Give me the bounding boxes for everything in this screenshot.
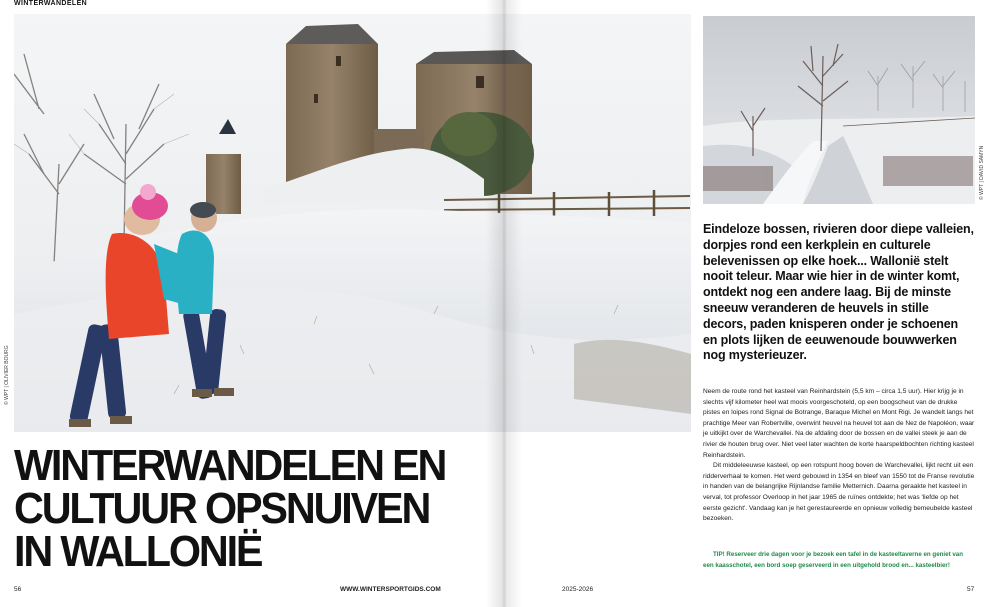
photo-credit-side: © WPT | DAVID SAMYN (979, 145, 985, 200)
body-paragraph-1: Neem de route rond het kasteel van Reinhardstein (5,5 km – circa 1,5 uur). Hier krijg je in slechts vijf kilometer heel wat moois voorgeschoteld, op een boogscheut van de drukke pistes en loipes rond Signal de Botrange, Baraque Michel en Mont Rigi. Je wandelt langs het prachtige Meer van Robertville, overwint heuvel na heuvel tot aan de Nez de Napoléon, waar je uitkijkt over de Warchevallei. Na de afdaling door de bossen en de vallei steek je aan de rivier de houten brug over. Niet veel later wachten de korte haarspeldbochten richting kasteel Reinhardstein. (703, 388, 975, 459)
page-number-left: 56 (14, 586, 22, 593)
main-photo-castle-hikers (14, 14, 691, 432)
section-label: WINTERWANDELEN (14, 0, 88, 7)
title-line-2: CULTUUR OPSNUIVEN (14, 484, 430, 533)
title-line-1: WINTERWANDELEN EN (14, 441, 446, 490)
article-body (703, 387, 975, 525)
intro-paragraph: Eindeloze bossen, rivieren door diepe valleien, dorpjes rond een kerkplein en culturele belevenissen op elke hoek... Wallonië stelt nooit teleur. Maar wie hier in de winter komt, ontdekt nog een andere laag. Bij de minste sneeuw veranderen de heuvels in stille decors, paden knisperen onder je schoenen en plots lijken de eeuwenoude bouwwerken nog mysterieuzer. (703, 222, 974, 363)
tip-box (703, 549, 975, 571)
page-number-right: 57 (967, 586, 975, 593)
article-title (14, 441, 446, 576)
tip-text: Reserveer drie dagen voor je bezoek een tafel in de kasteeltaverne en geniet van een kaasschotel, een bord soep geserveerd in een uitgehold brood en... kasteelbier! (703, 551, 964, 569)
tip-label: TIP! (713, 551, 725, 558)
side-photo-snowy-path (703, 16, 975, 204)
footer-season: 2025-2026 (562, 586, 594, 593)
photo-credit-main: © WPT | OLIVIER BOURG (4, 345, 10, 405)
footer-website: WWW.WINTERSPORTGIDS.COM (340, 586, 441, 593)
body-paragraph-2: Dit middeleeuwse kasteel, op een rotspunt hoog boven de Warchevallei, lijkt recht uit een ridderverhaal te komen. Het werd gebouwd in 1354 en bleef van 1550 tot de Franse revolutie in handen van de belangrijke Rijnlandse familie Metternich. Daarna geraakte het kasteel in verval, tot professor Overloop in het jaar 1965 de ruïnes ontdekte; het was 'liefde op het eerste gezicht'. Vandaag kan je het gerestaureerde en opnieuw volledig bemeubelde kasteel bezoeken. (703, 462, 975, 523)
title-line-3: IN WALLONIË (14, 527, 262, 576)
